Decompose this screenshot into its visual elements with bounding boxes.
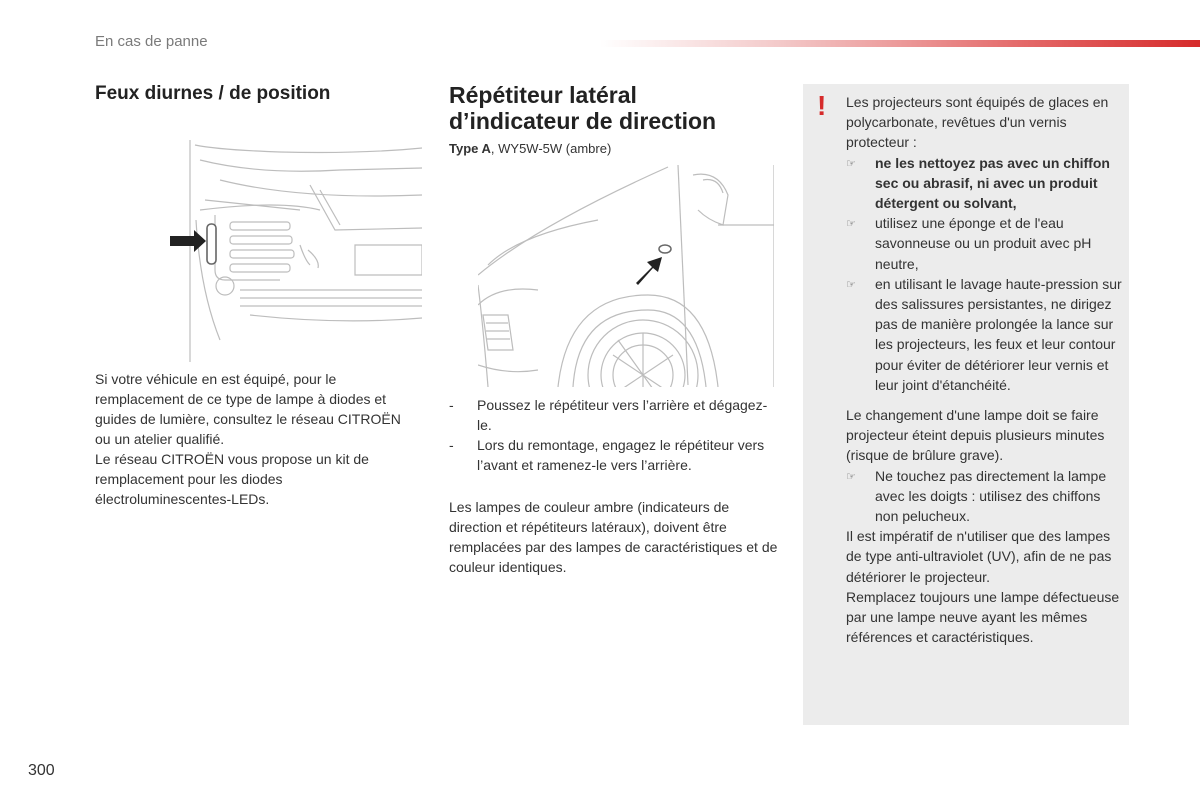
note-bullet [846, 274, 1126, 395]
warning-note-box [803, 84, 1129, 725]
note-bullet-text: utilisez une éponge et de l'eau savonneuse ou un produit avec pH neutre, [875, 215, 1092, 272]
note-bullet [846, 213, 1126, 274]
pointing-hand-icon: ☞ [846, 157, 856, 170]
note-intro: Les projecteurs sont équipés de glaces en polycarbonate, revêtues d'un vernis protecteur : [846, 94, 1109, 151]
warning-note-body [846, 92, 1126, 647]
side-repeater-title [449, 82, 779, 134]
section-header: En cas de panne [95, 33, 208, 50]
side-repeater-title-line-1: Répétiteur latéral [449, 82, 637, 108]
side-repeater-illustration [478, 165, 774, 387]
front-bumper-illustration [160, 140, 422, 362]
note-uv-lamps: Il est impératif de n'utiliser que des lampes de type anti-ultraviolet (UV), afin de ne pas détériorer le projecteur. [846, 528, 1112, 585]
step-text: Poussez le répétiteur vers l’arrière et dégagez-le. [477, 397, 768, 433]
step-item [449, 435, 779, 475]
step-text: Lors du remontage, engagez le répétiteur vers l’avant et ramenez-le vers l’arrière. [477, 437, 765, 473]
pointing-hand-icon: ☞ [846, 218, 856, 231]
warning-icon: ! [817, 90, 827, 121]
step-item [449, 395, 779, 435]
bulb-type-label: Type A [449, 141, 491, 156]
side-repeater-title-line-2: d’indicateur de direction [449, 108, 717, 134]
led-info-paragraph-2: Le réseau CITROËN vous propose un kit de remplacement pour les diodes électroluminescentes-LEDs. [95, 451, 369, 507]
note-bullet-text: Ne touchez pas directement la lampe avec les doigts : utilisez des chiffons non pelucheux. [875, 467, 1107, 525]
note-bullet-text: en utilisant le lavage haute-pression sur des salissures persistantes, ne dirigez pas de manière prolongée la lance sur les projecteurs, les feux et leur contour pour éviter de détériorer leur vernis et leur joint d'étanchéité. [875, 275, 1122, 393]
note-replace-lamp: Remplacez toujours une lampe défectueuse par une lampe neuve ayant les mêmes références et caractéristiques. [846, 588, 1120, 646]
header-accent-bar [600, 40, 1200, 47]
step-dash: - [449, 437, 454, 453]
step-dash: - [449, 397, 454, 413]
bulb-type-value: , WY5W-5W (ambre) [490, 141, 612, 156]
note-bullet [846, 466, 1126, 527]
note-lamp-change: Le changement d'une lampe doit se faire projecteur éteint depuis plusieurs minutes (risque de brûlure grave). [846, 407, 1105, 464]
pointing-hand-icon: ☞ [846, 470, 856, 483]
page-number: 300 [28, 762, 55, 779]
note-spacer [846, 395, 1126, 405]
amber-lamps-text: Les lampes de couleur ambre (indicateurs de direction et répétiteurs latéraux), doivent être remplacées par des lampes de caractéristiques et de couleur identiques. [449, 499, 778, 575]
front-bumper-drawing [160, 140, 422, 362]
note-bullet-text: ne les nettoyez pas avec un chiffon sec ou abrasif, ni avec un produit détergent ou solvant, [875, 154, 1110, 212]
bulb-type [449, 141, 611, 156]
daytime-lights-title: Feux diurnes / de position [95, 83, 331, 104]
pointing-hand-icon: ☞ [846, 278, 856, 291]
note-bullet [846, 153, 1126, 214]
removal-steps [449, 395, 779, 475]
led-info-text [95, 369, 415, 509]
led-info-paragraph-1: Si votre véhicule en est équipé, pour le remplacement de ce type de lampe à diodes et guides de lumière, consultez le réseau CITROËN ou un atelier qualifié. [95, 371, 401, 447]
front-wing-drawing [478, 165, 774, 387]
